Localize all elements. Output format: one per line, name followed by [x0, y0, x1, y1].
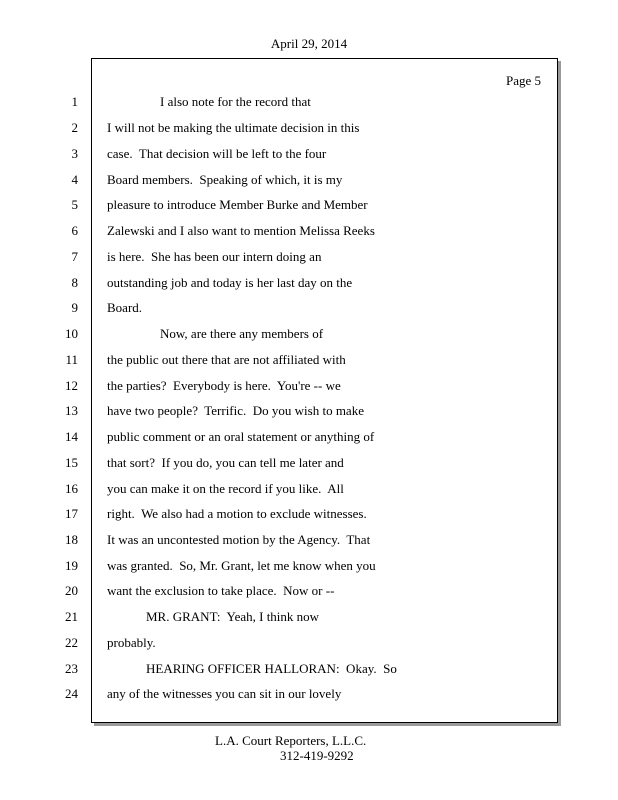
line-number: 22: [65, 635, 78, 650]
line-number: 18: [65, 532, 78, 547]
line-text: Now, are there any members of: [160, 326, 324, 341]
transcript-line: [0, 118, 618, 138]
line-number: 13: [65, 403, 78, 418]
line-number: 23: [65, 661, 78, 676]
reporter-company-name: L.A. Court Reporters, L.L.C.: [215, 733, 367, 748]
line-text: Board members. Speaking of which, it is my: [107, 172, 343, 187]
transcript-line: [0, 324, 618, 344]
line-text: you can make it on the record if you like. All: [107, 481, 344, 496]
transcript-line: [0, 556, 618, 576]
line-text: outstanding job and today is her last day on the: [107, 275, 353, 290]
line-number: 16: [65, 481, 78, 496]
transcript-line: [0, 659, 618, 679]
transcript-line: [0, 401, 618, 421]
transcript-line: [0, 144, 618, 164]
transcript-date: April 29, 2014: [270, 36, 348, 51]
line-text: was granted. So, Mr. Grant, let me know when you: [107, 558, 376, 573]
line-text: is here. She has been our intern doing an: [107, 249, 322, 264]
line-number: 12: [65, 378, 78, 393]
transcript-line: [0, 170, 618, 190]
line-text: the public out there that are not affiliated with: [107, 352, 346, 367]
line-text: public comment or an oral statement or anything of: [107, 429, 375, 444]
transcript-line: [0, 298, 618, 318]
line-text: MR. GRANT: Yeah, I think now: [146, 609, 320, 624]
line-number: 17: [65, 506, 78, 521]
line-text: any of the witnesses you can sit in our lovely: [107, 686, 342, 701]
line-number: 21: [65, 609, 78, 624]
line-number: 3: [71, 146, 78, 161]
transcript-line: [0, 376, 618, 396]
page-number: Page 5: [505, 73, 541, 88]
transcript-line: [0, 633, 618, 653]
line-number: 8: [71, 275, 78, 290]
transcript-line: [0, 581, 618, 601]
line-text: I will not be making the ultimate decision in this: [107, 120, 360, 135]
line-number: 4: [71, 172, 78, 187]
line-number: 5: [71, 197, 78, 212]
line-text: HEARING OFFICER HALLORAN: Okay. So: [146, 661, 397, 676]
line-number: 19: [65, 558, 78, 573]
line-number: 14: [65, 429, 78, 444]
line-text: that sort? If you do, you can tell me later and: [107, 455, 344, 470]
line-text: I also note for the record that: [160, 94, 311, 109]
line-text: Board.: [107, 300, 143, 315]
transcript-line: [0, 195, 618, 215]
line-number: 10: [65, 326, 78, 341]
line-text: right. We also had a motion to exclude witnesses.: [107, 506, 367, 521]
transcript-line: [0, 221, 618, 241]
line-number: 20: [65, 583, 78, 598]
transcript-line: [0, 479, 618, 499]
transcript-line: [0, 350, 618, 370]
transcript-line: [0, 684, 618, 704]
transcript-line: [0, 504, 618, 524]
line-text: case. That decision will be left to the four: [107, 146, 327, 161]
line-number: 9: [71, 300, 78, 315]
line-text: probably.: [107, 635, 156, 650]
line-text: have two people? Terrific. Do you wish to make: [107, 403, 364, 418]
reporter-phone-number: 312-419-9292: [280, 748, 354, 763]
transcript-line: [0, 92, 618, 112]
transcript-line: [0, 530, 618, 550]
line-number: 2: [71, 120, 78, 135]
transcript-line: [0, 607, 618, 627]
transcript-line: [0, 427, 618, 447]
line-text: It was an uncontested motion by the Agency. That: [107, 532, 371, 547]
line-number: 7: [71, 249, 78, 264]
transcript-line: [0, 453, 618, 473]
transcript-line: [0, 273, 618, 293]
transcript-line: [0, 247, 618, 267]
line-text: the parties? Everybody is here. You're -- we: [107, 378, 341, 393]
line-number: 11: [65, 352, 78, 367]
line-text: Zalewski and I also want to mention Melissa Reeks: [107, 223, 375, 238]
line-number: 1: [71, 94, 78, 109]
line-text: pleasure to introduce Member Burke and Member: [107, 197, 368, 212]
line-number: 6: [71, 223, 78, 238]
line-number: 15: [65, 455, 78, 470]
line-text: want the exclusion to take place. Now or --: [107, 583, 335, 598]
line-number: 24: [65, 686, 78, 701]
